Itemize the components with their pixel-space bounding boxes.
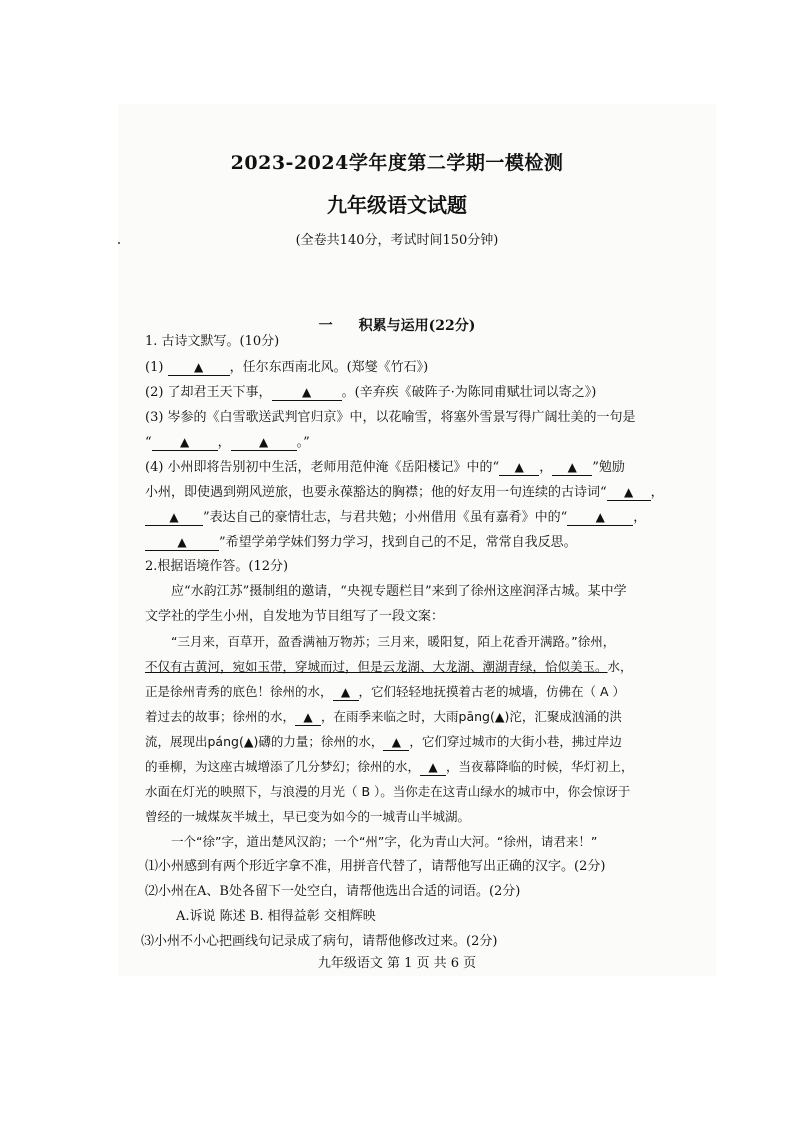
exam-subtitle: 九年级语文试题: [327, 193, 467, 217]
item-text: 。(辛弃疾《破阵子·为陈同甫赋壮词以寄之》): [341, 385, 597, 400]
answer-blank[interactable]: ▲: [552, 460, 592, 476]
passage-text: ，在雨季来临之时，大雨pāng(▲)沱，汇聚成汹涌的洪: [321, 709, 622, 724]
item-text: (4) 小州即将告别初中生活，老师用范仲淹《岳阳楼记》中的“: [145, 460, 500, 475]
passage-line-1: “三月来，百草开，盈香满袖万物苏；三月来，暖阳复，陌上花香开满路。”徐州，: [171, 634, 616, 649]
item-text: ”希望学弟学妹们努力学习，找到自己的不足，常常自我反思。: [219, 535, 577, 550]
passage-text: 着过去的故事；徐州的水，: [145, 709, 296, 724]
item-text: ”表达自己的豪情壮志，与君共勉；小州借用《虽有嘉肴》中的“: [203, 510, 568, 525]
passage-line-2: [145, 658, 665, 676]
answer-blank[interactable]: ▲: [420, 760, 446, 776]
q1-heading: 1. 古诗文默写。(10分): [145, 334, 280, 349]
subquestion-2-options: A.诉说 陈述 B. 相得益彰 交相辉映: [176, 909, 376, 924]
answer-blank[interactable]: ▲: [607, 485, 651, 501]
subquestion-2: ⑵小州在A、B处各留下一处空白，请帮他选出合适的词语。(2分): [145, 884, 521, 899]
passage-line-4: [145, 708, 665, 726]
exam-title: 2023-2024学年度第二学期一模检测: [230, 152, 564, 174]
passage-text: 水，: [607, 659, 633, 674]
passage-line-5: [145, 733, 665, 751]
item-text: (2) 了却君王天下事，: [145, 385, 272, 400]
answer-blank[interactable]: ▲: [145, 535, 219, 551]
passage-line-7: 水面在灯光的映照下，与浪漫的月光（ B ）。当你走在这青山绿水的城市中，你会惊讶于: [145, 784, 631, 799]
passage-line-9: 一个“徐”字，道出楚风汉韵；一个“州”字，化为青山大河。“徐州，请君来！”: [171, 834, 598, 849]
passage-line-6: [145, 758, 665, 776]
passage-text: ，它们轻轻地抚摸着古老的城墙，仿佛在（ A ）: [358, 684, 626, 699]
answer-blank[interactable]: ▲: [145, 510, 203, 526]
answer-blank[interactable]: ▲: [231, 435, 297, 451]
passage-line-3: [145, 683, 665, 701]
comma: ，: [539, 460, 553, 475]
q1-item-3-answer: [145, 434, 665, 452]
answer-blank[interactable]: ▲: [295, 710, 321, 726]
q1-item-1: [145, 359, 665, 377]
comma: ，: [633, 510, 647, 525]
section-number: 一: [318, 318, 333, 334]
item-text: ，任尔东西南北风。(郑燮《竹石》): [229, 360, 429, 375]
answer-blank[interactable]: ▲: [272, 385, 342, 401]
passage-text: ，它们穿过城市的大街小巷，拂过岸边: [409, 734, 622, 749]
answer-blank[interactable]: ▲: [499, 460, 539, 476]
q2-heading: 2.根据语境作答。(12分): [145, 559, 289, 574]
comma: ，: [650, 485, 664, 500]
q1-item-4-line4: [145, 534, 665, 552]
q1-item-4: [145, 459, 665, 477]
q2-intro-line1: 应“水韵江苏”摄制组的邀请，“央视专题栏目”来到了徐州这座润泽古城。某中学: [171, 584, 627, 599]
passage-text: ，当夜幕降临的时候，华灯初上，: [446, 759, 634, 774]
q2-intro-line2: 文学社的学生小州，自发地为节目组写了一段文案：: [145, 609, 445, 624]
section-heading: [0, 315, 794, 335]
quote-mark: 。”: [296, 435, 310, 450]
comma: ，: [217, 435, 231, 450]
answer-blank[interactable]: ▲: [567, 510, 633, 526]
passage-text: 流，展现出páng(▲)礴的力量；徐州的水，: [145, 734, 384, 749]
subquestion-1: ⑴小州感到有两个形近字拿不准，用拼音代替了，请帮他写出正确的汉字。(2分): [145, 859, 606, 874]
passage-text: 的垂柳，为这座古城增添了几分梦幻；徐州的水，: [145, 759, 421, 774]
answer-blank[interactable]: ▲: [383, 735, 409, 751]
item-text: ”勉励: [592, 460, 625, 475]
section-title: 积累与运用(22分): [358, 318, 476, 334]
passage-line-8: 曾经的一城煤灰半城土，早已变为如今的一城青山半城湖。: [145, 809, 471, 824]
exam-note: (全卷共140分，考试时间150分钟): [295, 233, 499, 248]
answer-blank[interactable]: ▲: [152, 435, 218, 451]
item-label: (1): [145, 360, 164, 375]
answer-blank[interactable]: ▲: [333, 685, 359, 701]
q1-item-2: [145, 384, 665, 402]
subquestion-3: ⑶小州不小心把画线句记录成了病句，请帮他修改过来。(2分): [141, 934, 498, 949]
answer-blank[interactable]: ▲: [168, 360, 230, 376]
page-footer: 九年级语文 第 1 页 共 6 页: [317, 956, 477, 971]
underlined-sentence: 不仅有古黄河，宛如玉带，穿城而过，但是云龙湖、大龙湖、潮湖青绿，恰似美玉。: [145, 659, 608, 674]
q1-item-4-line2: [145, 484, 665, 502]
item-text: 小州，即使遇到朔风逆旅，也要永葆豁达的胸襟；他的好友用一句连续的古诗词“: [145, 485, 607, 500]
passage-text: 正是徐州青秀的底色！徐州的水，: [145, 684, 333, 699]
quote-mark: “: [145, 435, 152, 450]
q1-item-3: (3) 岑参的《白雪歌送武判官归京》中，以花喻雪，将塞外雪景写得广阔壮美的一句是: [145, 410, 636, 425]
q1-item-4-line3: [145, 509, 665, 527]
